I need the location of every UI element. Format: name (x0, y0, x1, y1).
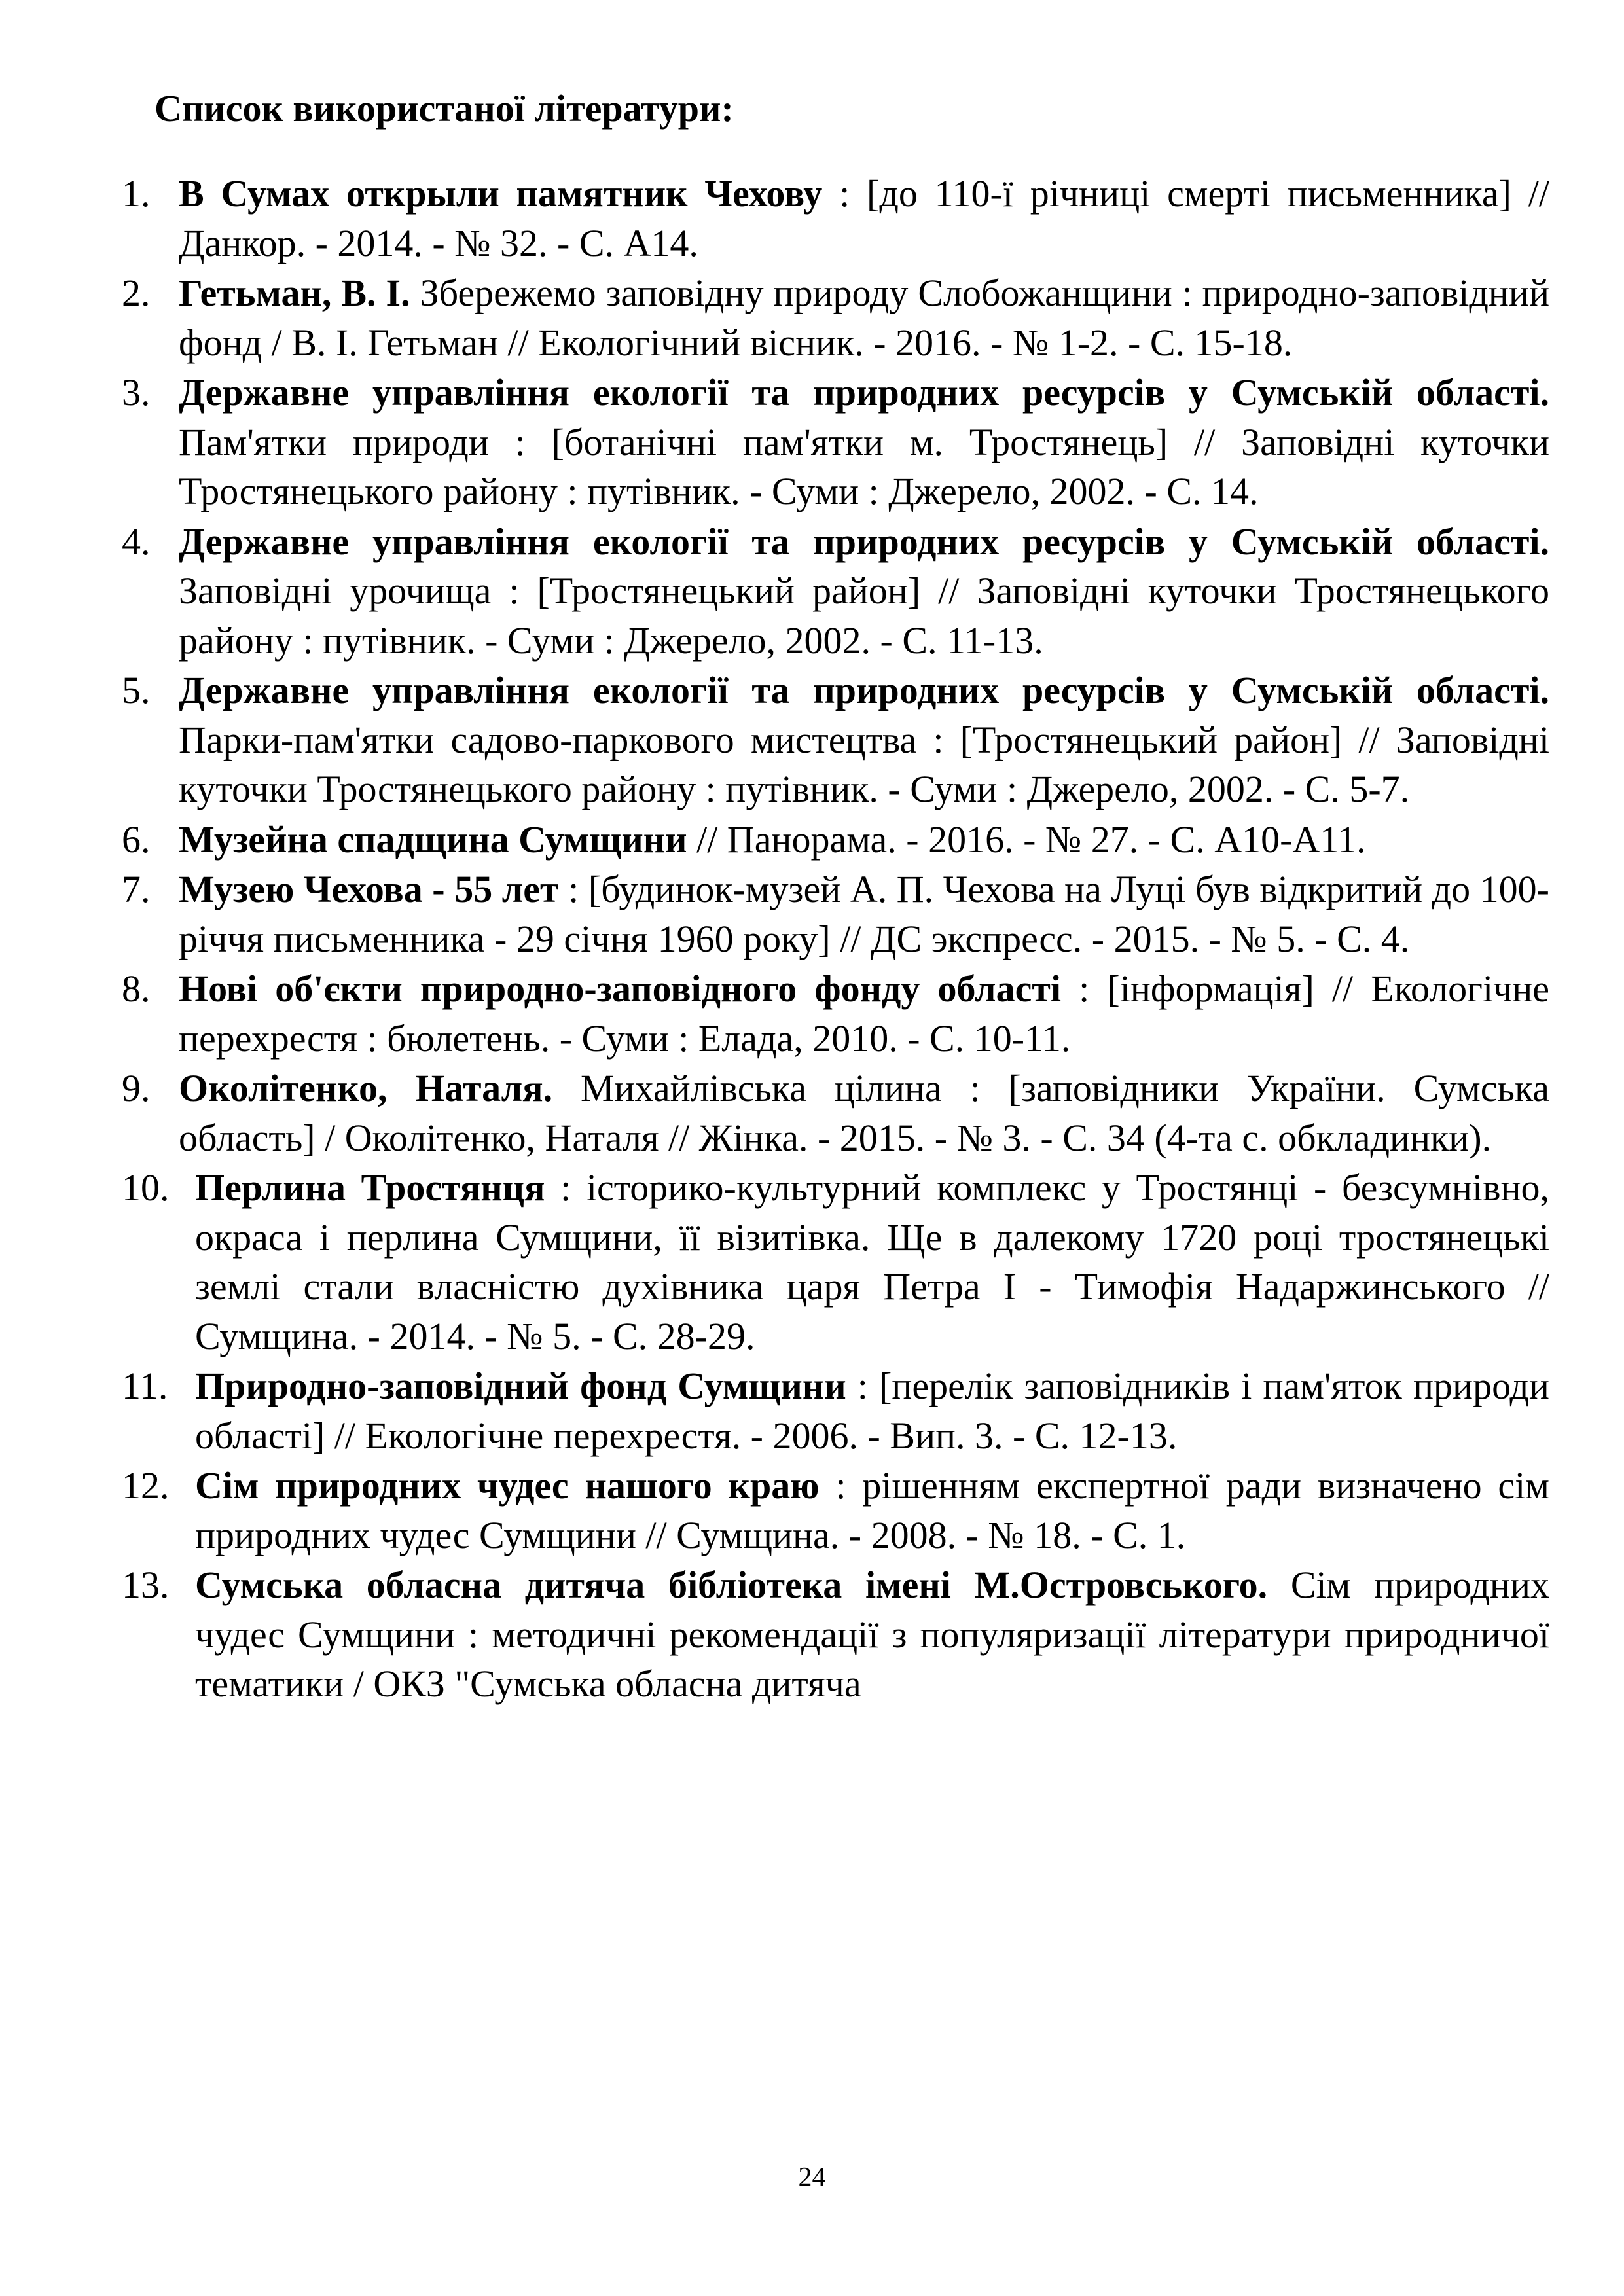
entry-description: : рішенням експертної ради визначено сім природних чудес Сумщини // Сумщина. - 2008. - № 18. - С. 1. (195, 1464, 1549, 1556)
entry-number: 9. (122, 1067, 151, 1109)
bibliography-entry-2 (122, 268, 1549, 367)
entry-description: Збережемо заповідну природу Слобожанщини : природно-заповідний фонд / В. І. Гетьман // Екологічний вісник. - 2016. - № 1-2. - С. 15-18. (179, 272, 1549, 364)
bibliography-entry-4 (122, 517, 1549, 666)
entry-title: Околітенко, Наталя. (179, 1067, 553, 1109)
entry-number: 4. (122, 520, 151, 563)
entry-title: Нові об'єкти природно-заповідного фонду області (179, 967, 1061, 1010)
entry-title: Природно-заповідний фонд Сумщини (195, 1365, 846, 1407)
entry-description: // Панорама. - 2016. - № 27. - С. А10-А11. (687, 817, 1366, 861)
entry-number: 5. (122, 669, 151, 711)
bibliography-entry-11 (122, 1361, 1549, 1460)
entry-title: Державне управління екології та природних ресурсів у Сумській області. (179, 669, 1549, 711)
entry-title: Перлина Тростянця (195, 1166, 545, 1209)
entry-number: 6. (122, 817, 151, 861)
entry-title: Державне управління екології та природних ресурсів у Сумській області. (179, 520, 1549, 563)
entry-description: Пам'ятки природи : [ботанічні пам'ятки м. Тростянець] // Заповідні куточки Тростянецького району : путівник. - Суми : Джерело, 2002. - С. 14. (179, 420, 1549, 512)
entry-description: Парки-пам'ятки садово-паркового мистецтва : [Тростянецький район] // Заповідні куточки Тростянецького району : путівник. - Суми : Джерело, 2002. - С. 5-7. (179, 718, 1549, 810)
entry-text (179, 169, 1549, 268)
entry-description: : історико-культурний комплекс у Тростянці - безсумнівно, окраса і перлина Сумщини, її візитівка. Ще в далекому 1720 році тростянецькі землі стали власністю духівника царя Петра І - Тимофія Надаржинського // Сумщина. - 2014. - № 5. - С. 28-29. (195, 1166, 1549, 1357)
entry-number: 11. (122, 1365, 168, 1407)
entry-number: 10. (122, 1166, 170, 1209)
bibliography-entry-13 (122, 1560, 1549, 1709)
entry-number: 7. (122, 868, 151, 910)
bibliography-entry-9 (122, 1064, 1549, 1162)
entry-title: Музейна спадщина Сумщини (179, 817, 687, 861)
entry-text (179, 964, 1549, 1063)
entry-text (195, 1163, 1549, 1361)
bibliography-entry-1 (122, 169, 1549, 268)
entry-title: Сумська обласна дитяча бібліотека імені М.Островського. (195, 1564, 1268, 1606)
entry-title: Державне управління екології та природних ресурсів у Сумській області. (179, 371, 1549, 414)
bibliography-entry-6 (122, 815, 1549, 865)
entry-text (179, 517, 1549, 666)
entry-description: : [інформація] // Екологічне перехрестя : бюлетень. - Суми : Елада, 2010. - С. 10-11. (179, 967, 1550, 1060)
entry-text (179, 268, 1549, 367)
bibliography-entry-8 (122, 964, 1549, 1063)
entry-description: Сім природних чудес Сумщини : методичні рекомендації з популяризації літератури природничої тематики / ОКЗ "Сумська обласна дитяча (195, 1564, 1549, 1705)
page-number: 24 (798, 2162, 826, 2193)
bibliography-entry-7 (122, 865, 1549, 963)
bibliography-list (122, 169, 1549, 1710)
bibliography-entry-10 (122, 1163, 1549, 1361)
entry-title: Гетьман, В. І. (179, 272, 410, 314)
entry-number: 1. (122, 172, 151, 215)
entry-description: Михайлівська цілина : [заповідники України. Сумська область] / Околітенко, Наталя // Жінка. - 2015. - № 3. - С. 34 (4-та с. обкладинки). (179, 1067, 1549, 1159)
entry-text (195, 1560, 1549, 1709)
entry-title: В Сумах открыли памятник Чехову (179, 172, 823, 215)
entry-title: Музею Чехова - 55 лет (179, 868, 559, 910)
entry-text (195, 1361, 1549, 1460)
entry-text (179, 666, 1549, 814)
entry-description: : [перелік заповідників і пам'яток природи області] // Екологічне перехрестя. - 2006. - Вип. 3. - С. 12-13. (195, 1365, 1549, 1457)
entry-number: 3. (122, 371, 151, 414)
bibliography-entry-12 (122, 1461, 1549, 1560)
entry-text (179, 865, 1549, 963)
entry-description: : [до 110-ї річниці смерті письменника] // Данкор. - 2014. - № 32. - С. А14. (179, 172, 1550, 264)
entry-text (179, 1064, 1549, 1162)
entry-text (179, 368, 1549, 516)
entry-number: 8. (122, 967, 151, 1010)
entry-number: 2. (122, 272, 151, 314)
entry-number: 12. (122, 1464, 170, 1507)
bibliography-heading: Список використаної літератури: (154, 87, 734, 130)
entry-description: : [будинок-музей А. П. Чехова на Луці був відкритий до 100-річчя письменника - 29 січня 1960 року] // ДС экспресс. - 2015. - № 5. - С. 4. (179, 868, 1549, 960)
entry-text (195, 1461, 1549, 1560)
entry-description: Заповідні урочища : [Тростянецький район] // Заповідні куточки Тростянецького району : путівник. - Суми : Джерело, 2002. - С. 11-13. (179, 569, 1549, 662)
bibliography-entry-5 (122, 666, 1549, 814)
entry-text (179, 815, 1549, 865)
entry-number: 13. (122, 1564, 170, 1606)
bibliography-entry-3 (122, 368, 1549, 516)
entry-title: Сім природних чудес нашого краю (195, 1464, 820, 1507)
